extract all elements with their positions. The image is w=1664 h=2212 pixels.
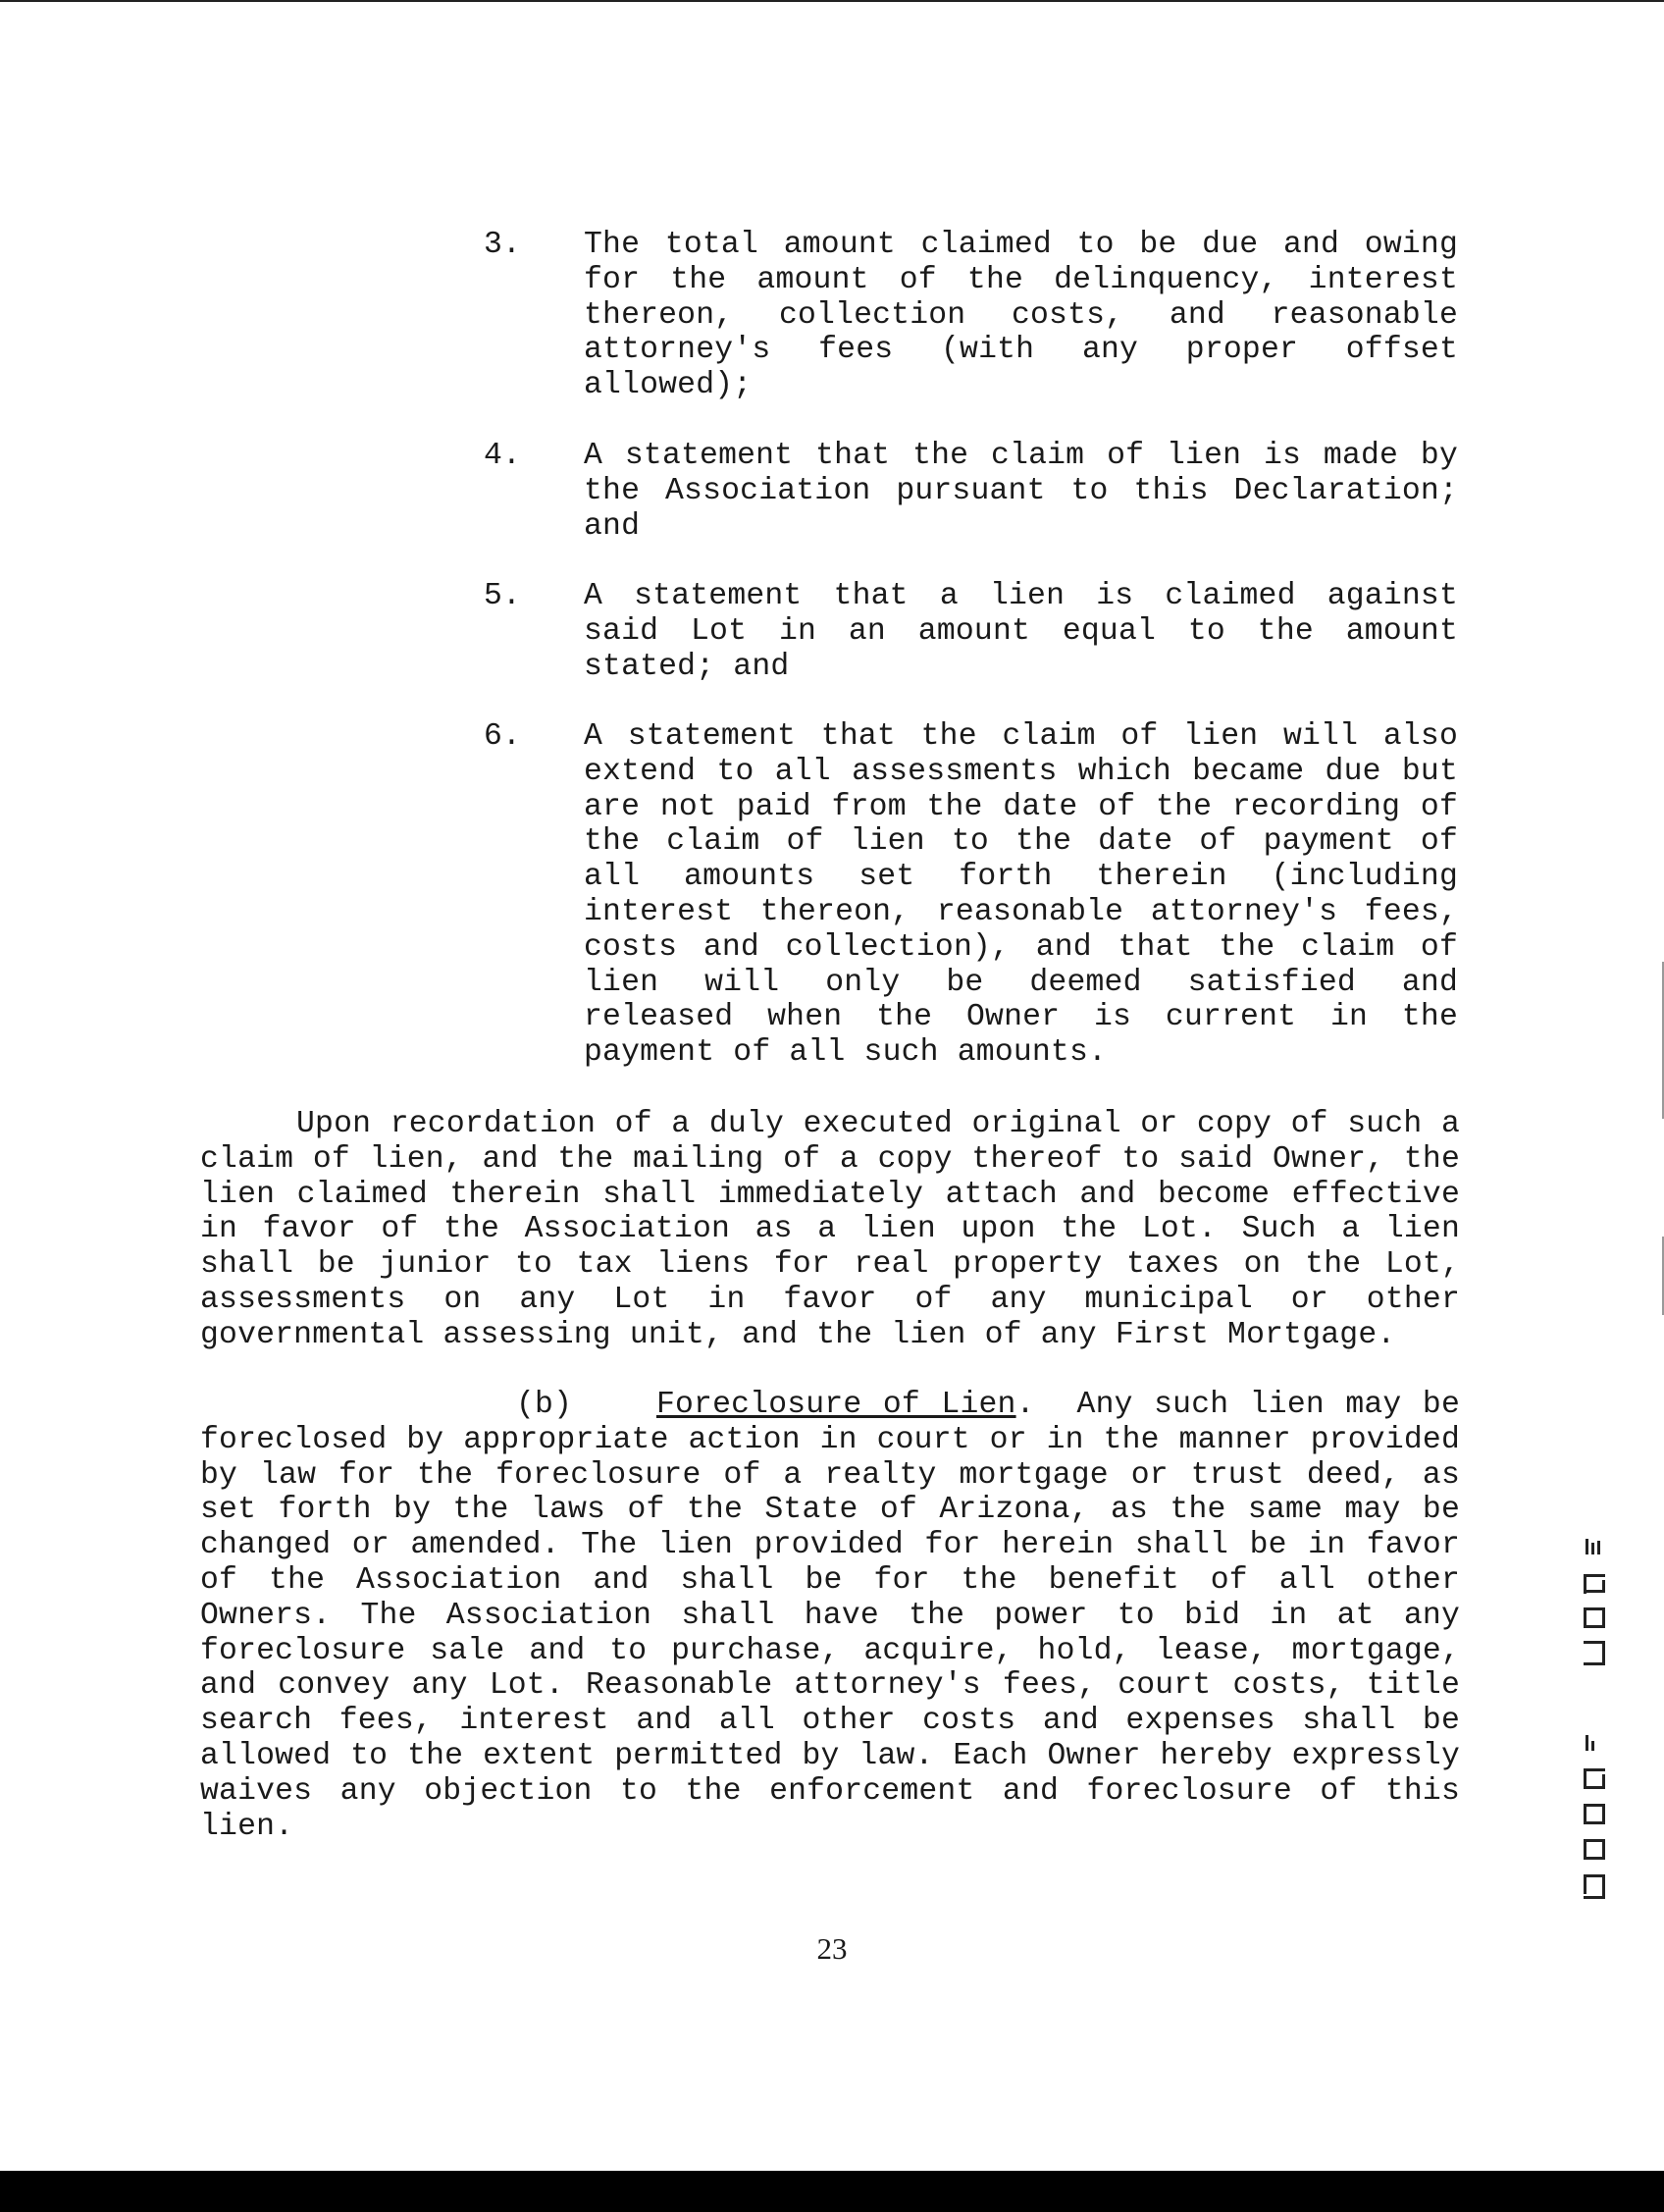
list-item-number: 4. — [484, 439, 522, 473]
subsection-heading: Foreclosure of Lien — [655, 1388, 1016, 1422]
list-item-number: 6. — [484, 719, 522, 754]
list-item-number: 3. — [484, 228, 522, 262]
list-item-text: A statement that the claim of lien is made by the Association pursuant to this Declaration; and — [584, 439, 1458, 544]
page-top-border — [0, 0, 1664, 2]
paragraph-foreclosure — [200, 1388, 1460, 1844]
subsection-heading-period: . — [1015, 1388, 1035, 1422]
paragraph-recordation: Upon recordation of a duly executed original or copy of such a claim of lien, and the mailing of a copy thereof to said Owner, the lien claimed therein shall immediately attach and become effective in favor of the Association as a lien upon the Lot. Such a lien shall be junior to tax liens for real property taxes on the Lot, assessments on any Lot in favor of any municipal or other governmental assessing unit, and the lien of any First Mortgage. — [200, 1107, 1460, 1352]
page-bottom-band — [0, 2171, 1664, 2212]
recording-stamp — [1578, 1539, 1621, 1922]
list-item-text: The total amount claimed to be due and owing for the amount of the delinquency, interest thereon, collection costs, and reasonable attorney's fees (with any proper offset allowed); — [584, 228, 1458, 403]
list-item-text: A statement that the claim of lien will also extend to all assessments which became due but are not paid from the date of the recording of the claim of lien to the date of payment of all amounts set forth therein (including interest thereon, reasonable attorney's fees, costs and collection), and that the claim of lien will only be deemed satisfied and released when the Owner is current in the payment of all such amounts. — [584, 719, 1458, 1071]
subsection-marker: (b) — [516, 1388, 573, 1422]
list-item-number: 5. — [484, 579, 522, 613]
list-item-text: A statement that a lien is claimed against said Lot in an amount equal to the amount stated; and — [584, 579, 1458, 684]
page-number: 23 — [816, 1931, 848, 1966]
subsection-body: Any such lien may be foreclosed by appropriate action in court or in the manner provided by law for the foreclosure of a realty mortgage or trust deed, as set forth by the laws of the State of Arizona, as the same may be changed or amended. The lien provided for herein shall be in favor of the Association and shall be for the benefit of all other Owners. The Association shall have the power to bid in at any foreclosure sale and to purchase, acquire, hold, lease, mortgage, and convey any Lot. Reasonable attorney's fees, court costs, title search fees, interest and all other costs and expenses shall be allowed to the extent permitted by law. Each Owner hereby expressly waives any objection to the enforcement and foreclosure of this lien. — [200, 1388, 1461, 1844]
